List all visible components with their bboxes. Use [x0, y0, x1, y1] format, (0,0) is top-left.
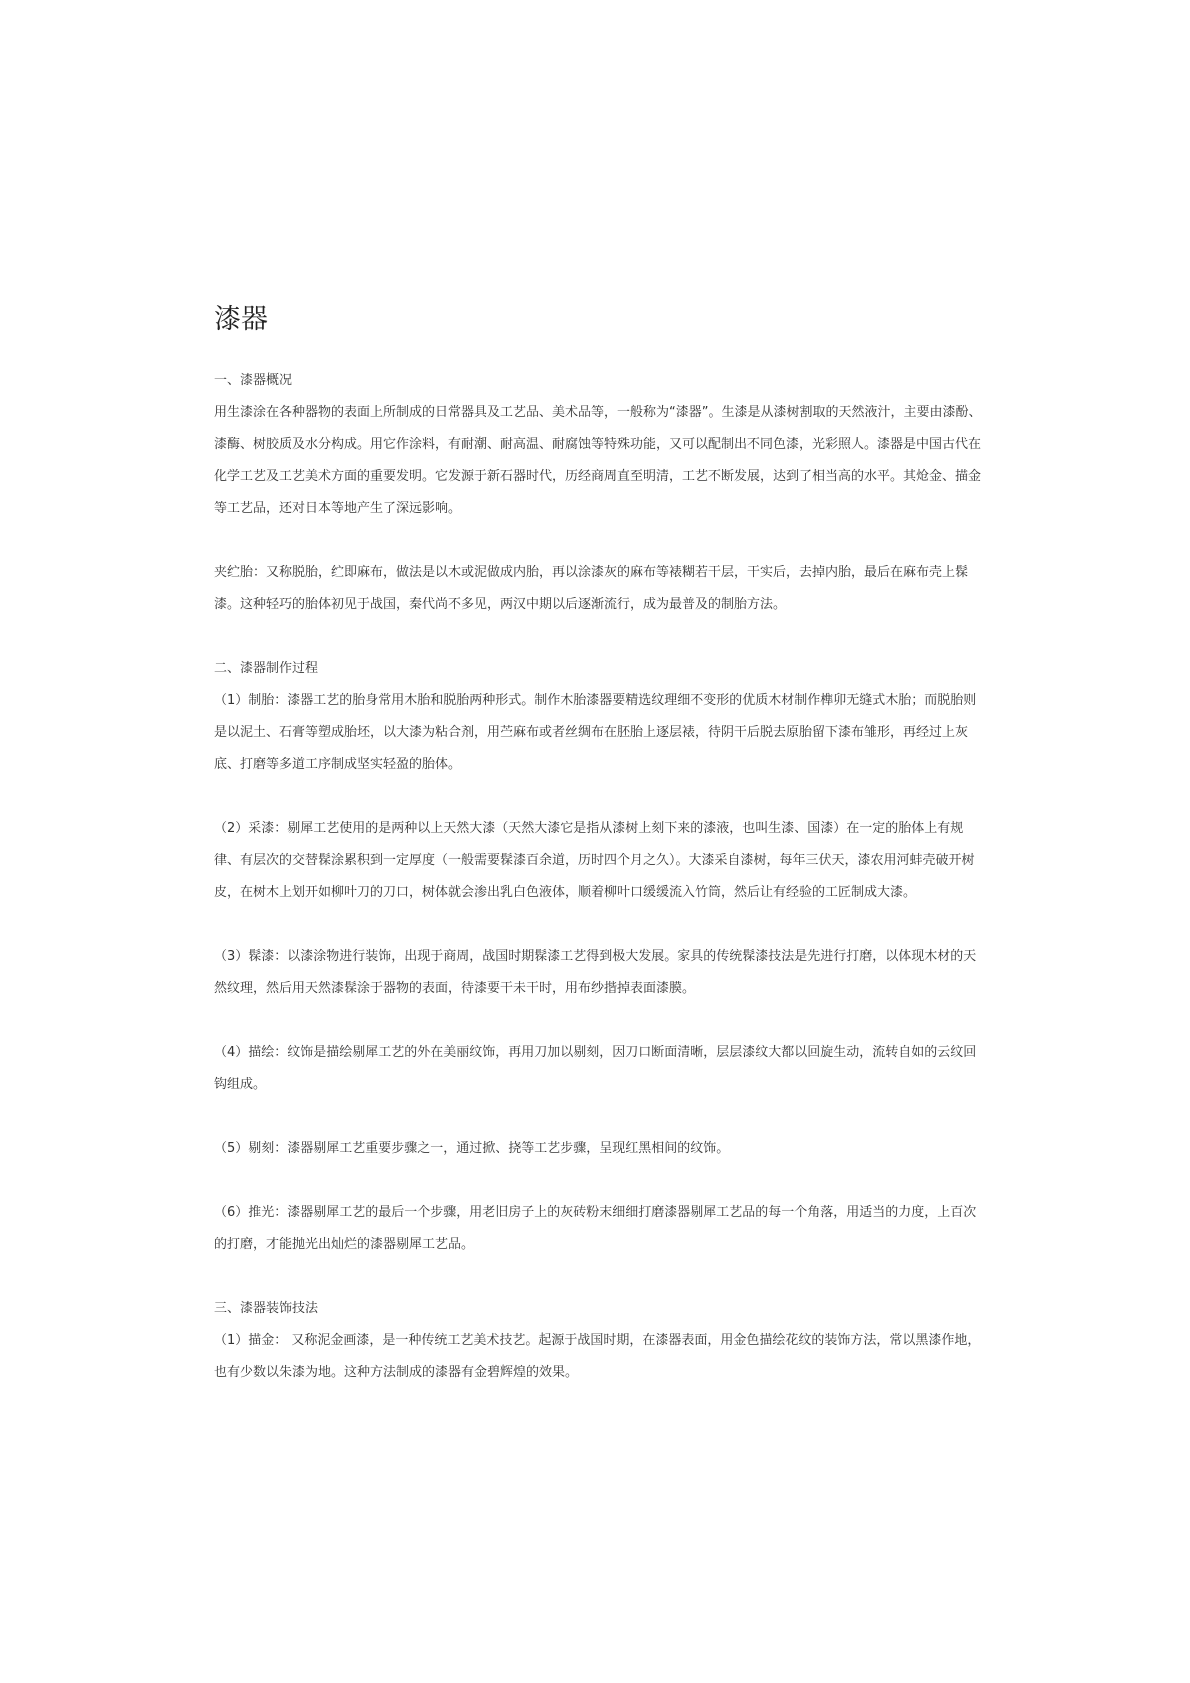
- paragraph: 夹纻胎：又称脱胎，纻即麻布，做法是以木或泥做成内胎，再以涂漆灰的麻布等裱糊若干层，干实后，去掉内胎，最后在麻布壳上髹漆。这种轻巧的胎体初见于战国，秦代尚不多见，两汉中期以后逐渐流行，成为最普及的制胎方法。: [214, 565, 969, 612]
- paragraph-gap: [214, 1101, 986, 1133]
- section-process: [214, 653, 986, 1261]
- paragraph-gap: [214, 781, 986, 813]
- paragraph-gap: [214, 909, 986, 941]
- paragraph: （3）髹漆：以漆涂物进行装饰，出现于商周，战国时期髹漆工艺得到极大发展。家具的传统髹漆技法是先进行打磨，以体现木材的天然纹理，然后用天然漆髹涂于器物的表面，待漆要干未干时，用布纱揩掉表面漆膜。: [214, 949, 977, 996]
- document-body: [214, 300, 986, 1389]
- paragraph: （6）推光：漆器剔犀工艺的最后一个步骤，用老旧房子上的灰砖粉末细细打磨漆器剔犀工艺品的每一个角落，用适当的力度，上百次的打磨，才能抛光出灿烂的漆器剔犀工艺品。: [214, 1205, 977, 1252]
- paragraph: （1）描金： 又称泥金画漆，是一种传统工艺美术技艺。起源于战国时期，在漆器表面，用金色描绘花纹的装饰方法，常以黑漆作地，也有少数以朱漆为地。这种方法制成的漆器有金碧辉煌的效果。: [214, 1333, 981, 1380]
- section-decoration: [214, 1293, 986, 1389]
- paragraph-gap: [214, 1165, 986, 1197]
- section-heading: 一、漆器概况: [214, 373, 293, 388]
- paragraph-gap: [214, 525, 986, 557]
- paragraph-gap: [214, 1005, 986, 1037]
- section-heading: 二、漆器制作过程: [214, 661, 319, 676]
- paragraph: 用生漆涂在各种器物的表面上所制成的日常器具及工艺品、美术品等，一般称为“漆器”。生漆是从漆树割取的天然液汁，主要由漆酚、漆酶、树胶质及水分构成。用它作涂料，有耐潮、耐高温、耐腐蚀等特殊功能，又可以配制出不同色漆，光彩照人。漆器是中国古代在化学工艺及工艺美术方面的重要发明。它发源于新石器时代，历经商周直至明清，工艺不断发展，达到了相当高的水平。其炝金、描金等工艺品，还对日本等地产生了深远影响。: [214, 405, 982, 516]
- section-heading: 三、漆器装饰技法: [214, 1301, 319, 1316]
- document-title: 漆器: [214, 304, 268, 335]
- paragraph: （2）采漆：剔犀工艺使用的是两种以上天然大漆（天然大漆它是指从漆树上刻下来的漆液，也叫生漆、国漆）在一定的胎体上有规律、有层次的交替髹涂累积到一定厚度（一般需要髹漆百余道，历时四个月之久）。大漆采自漆树，每年三伏天，漆农用河蚌壳破开树皮，在树木上划开如柳叶刀的刀口，树体就会渗出乳白色液体，顺着柳叶口缓缓流入竹筒，然后让有经验的工匠制成大漆。: [214, 821, 975, 900]
- paragraph: （4）描绘：纹饰是描绘剔犀工艺的外在美丽纹饰，再用刀加以剔刻，因刀口断面清晰，层层漆纹大都以回旋生动，流转自如的云纹回钩组成。: [214, 1045, 977, 1092]
- section-overview: [214, 365, 986, 621]
- section-gap: [214, 621, 986, 653]
- paragraph: （5）剔刻：漆器剔犀工艺重要步骤之一，通过掀、挠等工艺步骤，呈现红黑相间的纹饰。: [214, 1141, 730, 1156]
- section-gap: [214, 1261, 986, 1293]
- paragraph: （1）制胎：漆器工艺的胎身常用木胎和脱胎两种形式。制作木胎漆器要精选纹理细不变形的优质木材制作榫卯无缝式木胎；而脱胎则是以泥土、石膏等塑成胎坯，以大漆为粘合剂，用苎麻布或者丝绸布在胚胎上逐层裱，待阴干后脱去原胎留下漆布雏形，再经过上灰底、打磨等多道工序制成坚实轻盈的胎体。: [214, 693, 977, 772]
